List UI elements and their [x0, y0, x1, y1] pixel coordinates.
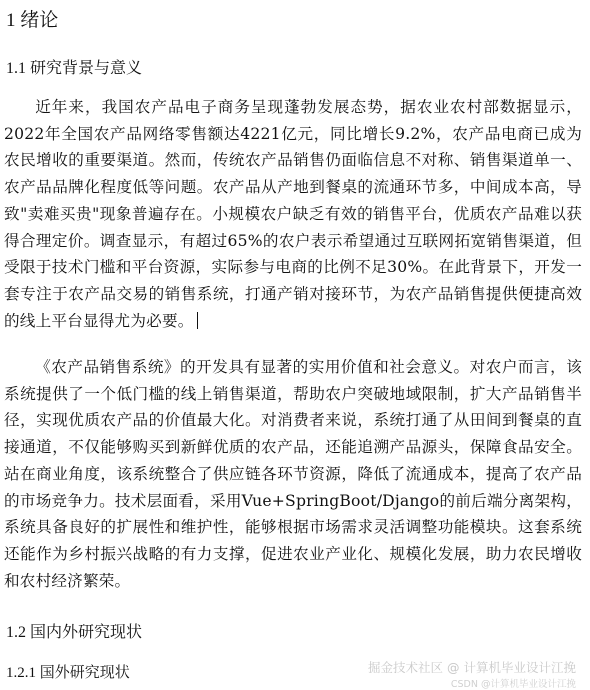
chapter-heading: 1 绪论 — [6, 10, 59, 31]
watermark-text: 掘金技术社区 @ 计算机毕业设计江挽 — [368, 660, 576, 675]
watermark-sub: CSDN @计算机毕业设计江挽 — [450, 679, 576, 690]
section-heading-1-2: 1.2 国内外研究现状 — [6, 624, 143, 641]
watermark — [368, 658, 576, 676]
paragraph-background[interactable] — [4, 94, 582, 334]
text-cursor — [197, 312, 198, 329]
paragraph-significance[interactable] — [4, 354, 582, 594]
paragraph-background-text: 近年来，我国农产品电子商务呈现蓬勃发展态势，据农业农村部数据显示，2022年全国农产品网络零售额达4221亿元，同比增长9.2%，农产品电商已成为农民增收的重要渠道。然而，传统农产品销售仍面临信息不对称、销售渠道单一、农产品品牌化程度低等问题。农产品从产地到餐桌的流通环节多，中间成本高，导致"卖难买贵"现象普遍存在。小规模农户缺乏有效的销售平台，优质农产品难以获得合理定价。调查显示，有超过65%的农户表示希望通过互联网拓宽销售渠道，但受限于技术门槛和平台资源，实际参与电商的比例不足30%。在此背景下，开发一套专注于农产品交易的销售系统，打通产销对接环节，为农产品销售提供便捷高效的线上平台显得尤为必要。 — [4, 98, 582, 330]
paragraph-significance-text: 《农产品销售系统》的开发具有显著的实用价值和社会意义。对农户而言，该系统提供了一个低门槛的线上销售渠道，帮助农户突破地域限制，扩大产品销售半径，实现优质农产品的价值最大化。对消费者来说，系统打通了从田间到餐桌的直接通道，不仅能够购买到新鲜优质的农产品，还能追溯产品源头，保障食品安全。站在商业角度，该系统整合了供应链各环节资源，降低了流通成本，提高了农产品的市场竞争力。技术层面看，采用Vue+SpringBoot/Django的前后端分离架构，系统具备良好的扩展性和维护性，能够根据市场需求灵活调整功能模块。这套系统还能作为乡村振兴战略的有力支撑，促进农业产业化、规模化发展，助力农民增收和农村经济繁荣。 — [4, 358, 582, 590]
section-heading-1-1: 1.1 研究背景与意义 — [6, 60, 143, 77]
section-heading-1-2-1: 1.2.1 国外研究现状 — [6, 665, 130, 681]
